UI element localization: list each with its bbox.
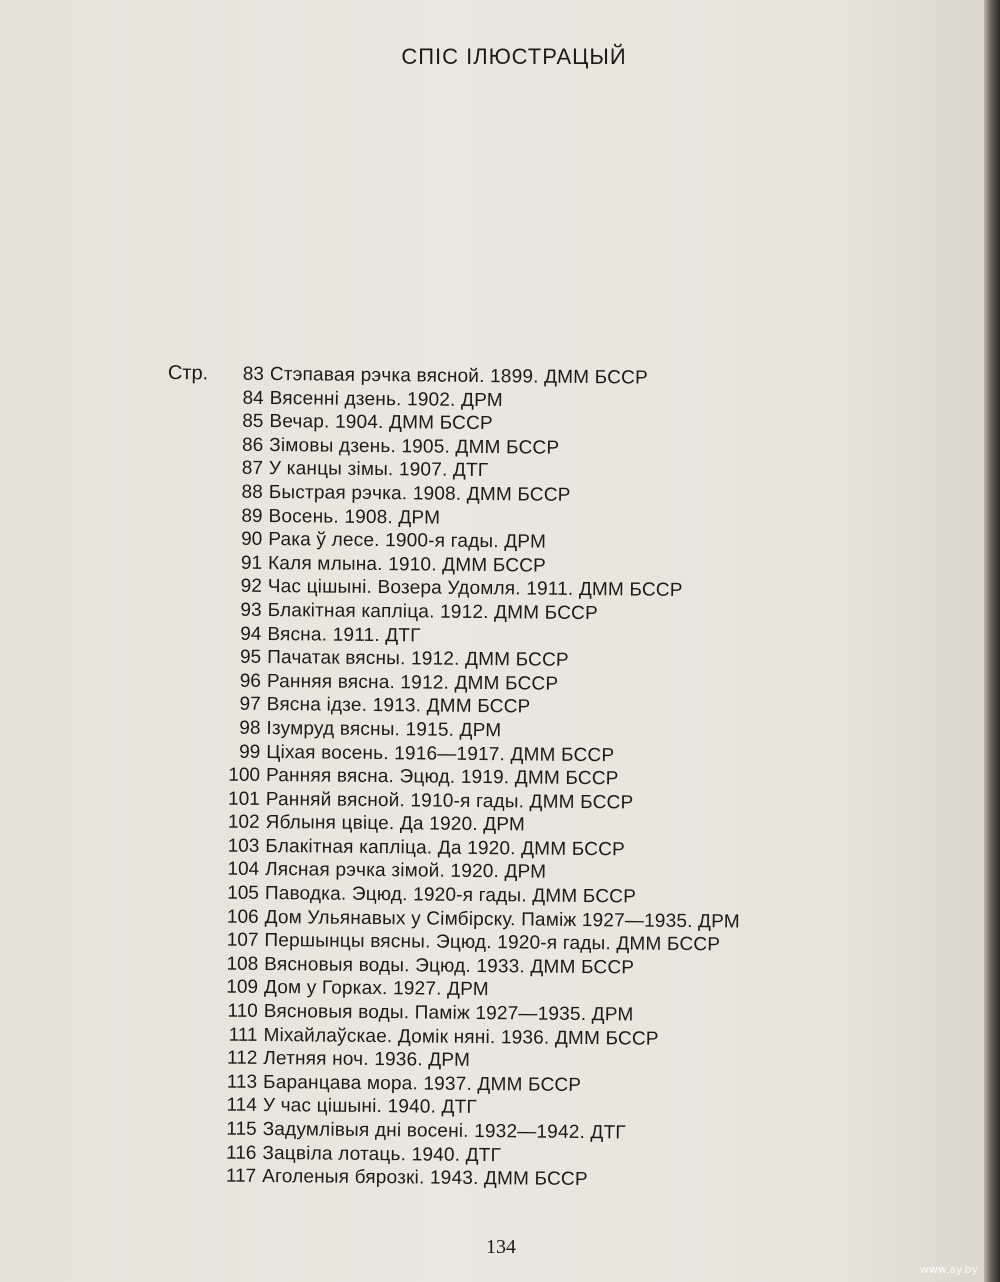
- item-page-number: 92: [240, 576, 262, 598]
- item-title: Рака ў лесе. 1900-я гады. ДРМ: [268, 529, 547, 553]
- item-title: Паводка. Эцюд. 1920-я гады. ДММ БССР: [264, 883, 637, 908]
- item-page-number: 111: [228, 1024, 258, 1046]
- item-title: Вясна. 1911. ДТГ: [267, 623, 421, 646]
- item-title: Летняя ноч. 1936. ДРМ: [263, 1048, 471, 1072]
- item-title: Каля млына. 1910. ДММ БССР: [267, 552, 547, 577]
- page-title: СПІС ІЛЮСТРАЦЫЙ: [401, 44, 627, 69]
- item-page-number: 106: [226, 906, 259, 928]
- item-page-number: 105: [227, 882, 260, 904]
- item-title: Вясновыя воды. Паміж 1927—1935. ДРМ: [263, 1000, 634, 1026]
- item-title: Зацвіла лотаць. 1940. ДТГ: [262, 1142, 502, 1166]
- item-title: Ранняя вясна. 1912. ДММ БССР: [266, 670, 559, 695]
- item-page-number: 116: [226, 1142, 257, 1164]
- item-title: У канцы зімы. 1907. ДТГ: [268, 458, 489, 482]
- item-title: Ціхая восень. 1916—1917. ДММ БССР: [266, 741, 615, 766]
- item-title: Лясная рэчка зімой. 1920. ДРМ: [265, 859, 547, 884]
- item-page-number: 83: [242, 363, 264, 385]
- item-title: Блакітная капліца. Да 1920. ДММ БССР: [265, 835, 626, 861]
- item-page-number: 109: [226, 977, 259, 999]
- item-title: Вечар. 1904. ДММ БССР: [269, 411, 493, 435]
- item-title: Дом у Горках. 1927. ДРМ: [263, 977, 489, 1001]
- item-title: Вясновыя воды. Эцюд. 1933. ДММ БССР: [264, 953, 635, 979]
- item-page-number: 95: [239, 646, 262, 669]
- item-title: Зімовы дзень. 1905. ДММ БССР: [269, 434, 560, 459]
- item-title: Аголеныя бярозкі. 1943. ДММ БССР: [262, 1166, 588, 1191]
- item-title: Ранняй вясной. 1910-я гады. ДММ БССР: [265, 788, 634, 814]
- item-page-number: 107: [226, 929, 259, 952]
- item-title: Ізумруд вясны. 1915. ДРМ: [266, 717, 502, 742]
- illustration-list: [160, 362, 808, 1194]
- item-page-number: 84: [242, 387, 264, 409]
- page-edge-shadow: [984, 0, 1000, 1282]
- item-page-number: 94: [240, 623, 262, 645]
- item-title: Восень. 1908. ДРМ: [268, 505, 441, 529]
- item-title: Вясенні дзень. 1902. ДРМ: [269, 387, 503, 411]
- item-page-number: 97: [239, 694, 261, 716]
- item-title: Вясна ідзе. 1913. ДММ БССР: [266, 694, 531, 718]
- item-page-number: 90: [241, 528, 263, 551]
- item-page-number: 87: [241, 458, 264, 480]
- item-page-number: 117: [225, 1165, 257, 1188]
- item-page-number: 108: [226, 953, 259, 975]
- item-title: Задумлівыя дні восені. 1932—1942. ДТГ: [262, 1118, 626, 1144]
- item-title: Быстрая рэчка. 1908. ДММ БССР: [268, 481, 571, 506]
- page-number: 134: [486, 1236, 516, 1258]
- item-title: Час цішыні. Возера Удомля. 1911. ДММ БССР: [267, 576, 683, 602]
- item-page-number: 93: [240, 599, 262, 621]
- item-page-number: 88: [241, 481, 263, 503]
- item-page-number: 104: [227, 859, 260, 881]
- item-title: Першынцы вясны. Эцюд. 1920-я гады. ДММ БССР: [264, 930, 721, 956]
- item-title: Пачатак вясны. 1912. ДММ БССР: [267, 647, 569, 671]
- item-page-number: 98: [239, 717, 261, 739]
- item-page-number: 89: [241, 505, 263, 527]
- item-title: У час цішыні. 1940. ДТГ: [262, 1095, 478, 1119]
- item-title: Баранцава мора. 1937. ДММ БССР: [262, 1071, 582, 1096]
- item-page-number: 96: [239, 670, 262, 692]
- item-title: Яблыня цвіце. Да 1920. ДРМ: [265, 812, 526, 836]
- item-title: Ранняя вясна. Эцюд. 1919. ДММ БССР: [265, 765, 619, 790]
- item-page-number: 110: [227, 1000, 258, 1022]
- item-page-number: 103: [227, 835, 260, 857]
- item-page-number: 113: [226, 1071, 258, 1093]
- item-title: Блакітная капліца. 1912. ДММ БССР: [267, 599, 598, 625]
- item-page-number: 101: [228, 788, 260, 810]
- list-item: [160, 1164, 800, 1194]
- item-page-number: 99: [239, 741, 261, 763]
- item-title: Міхайлаўскае. Домік няні. 1936. ДММ БССР: [263, 1024, 659, 1050]
- item-page-number: 115: [226, 1118, 257, 1140]
- item-page-number: 86: [241, 434, 264, 456]
- item-page-number: 100: [228, 764, 261, 786]
- watermark: www.ay.by: [919, 1263, 978, 1276]
- item-title: Стэпавая рэчка вясной. 1899. ДММ БССР: [269, 363, 648, 389]
- item-page-number: 102: [227, 811, 260, 834]
- item-page-number: 114: [226, 1095, 257, 1117]
- item-page-number: 85: [242, 410, 264, 433]
- item-page-number: 91: [240, 552, 263, 574]
- page-column-label: Стр.: [167, 362, 209, 385]
- item-title: Дом Ульянавых у Сімбірску. Паміж 1927—1935. ДРМ: [264, 906, 740, 933]
- item-page-number: 112: [226, 1047, 258, 1070]
